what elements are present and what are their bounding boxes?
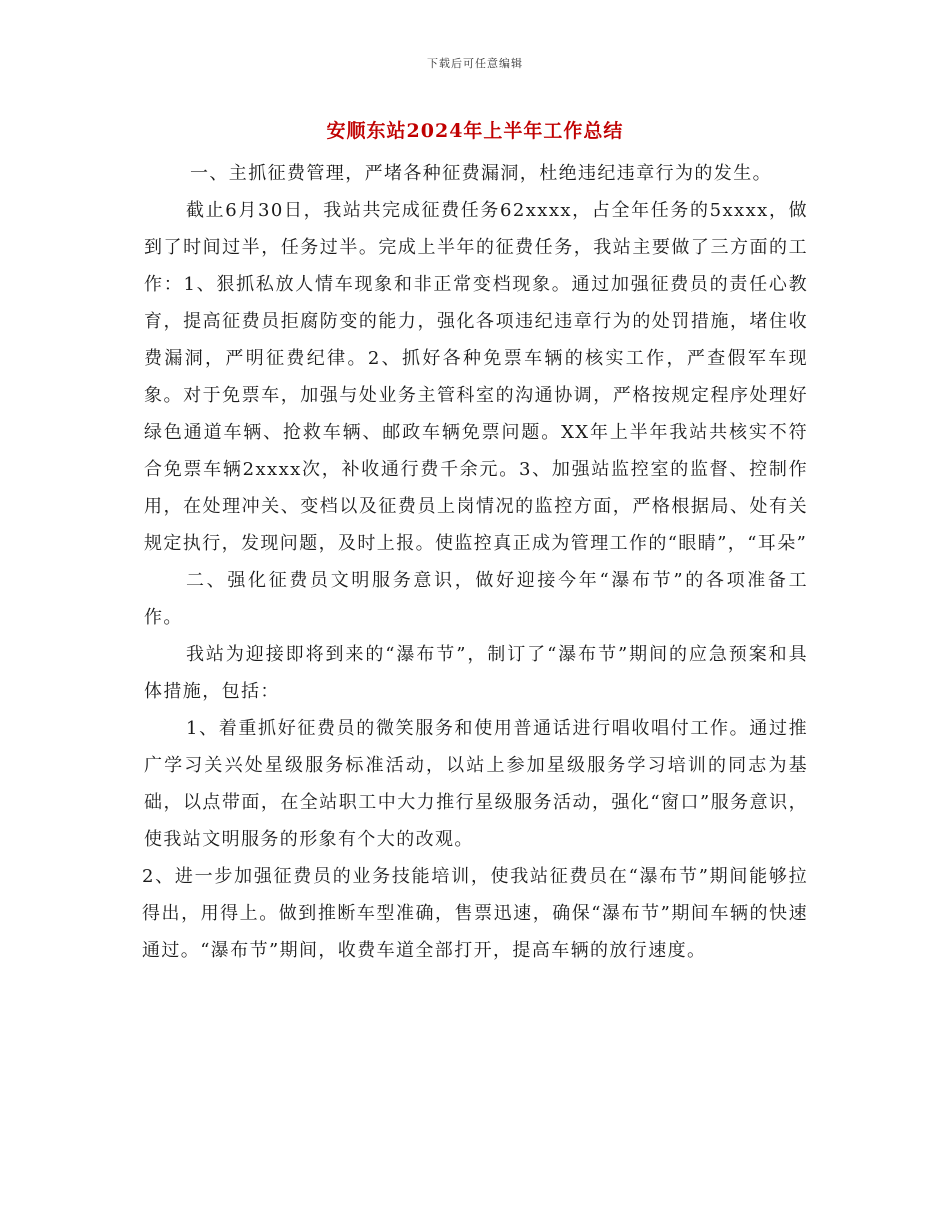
document-body	[144, 155, 808, 969]
list-item-1: 1、着重抓好征费员的微笑服务和使用普通话进行唱收唱付工作。通过推广学习关兴处星级服务标准活动，以站上参加星级服务学习培训的同志为基础，以点带面，在全站职工中大力推行星级服务活动，强化“窗口”服务意识，使我站文明服务的形象有个大的改观。	[144, 718, 808, 850]
header-note: 下载后可任意编辑	[427, 57, 523, 70]
section-heading-2: 二、强化征费员文明服务意识，做好迎接今年“瀑布节”的各项准备工作。	[144, 570, 808, 628]
paragraph-fee-collection: 截止6月30日，我站共完成征费任务62xxxx，占全年任务的5xxxx，做到了时间过半，任务过半。完成上半年的征费任务，我站主要做了三方面的工作：1、狠抓私放人情车现象和非正常变档现象。通过加强征费员的责任心教育，提高征费员拒腐防变的能力，强化各项违纪违章行为的处罚措施，堵住收费漏洞，严明征费纪律。2、抓好各种免票车辆的核实工作，严查假军车现象。对于免票车，加强与处业务主管科室的沟通协调，严格按规定程序处理好绿色通道车辆、抢救车辆、邮政车辆免票问题。XX年上半年我站共核实不符合免票车辆2xxxx次，补收通行费千余元。3、加强站监控室的监督、控制作用，在处理冲关、变档以及征费员上岗情况的监控方面，严格根据局、处有关规定执行，发现问题，及时上报。使监控真正成为管理工作的“眼睛”，“耳朵”	[144, 200, 808, 554]
document-title: 安顺东站2024年上半年工作总结	[326, 120, 624, 142]
section-heading-1: 一、主抓征费管理，严堵各种征费漏洞，杜绝违纪违章行为的发生。	[190, 163, 772, 184]
paragraph-festival-prep: 我站为迎接即将到来的“瀑布节”，制订了“瀑布节”期间的应急预案和具体措施，包括：	[144, 644, 808, 702]
list-item-2: 2、进一步加强征费员的业务技能培训，使我站征费员在“瀑布节”期间能够拉得出，用得上。做到推断车型准确，售票迅速，确保“瀑布节”期间车辆的快速通过。“瀑布节”期间，收费车道全部打开，提高车辆的放行速度。	[142, 866, 808, 961]
